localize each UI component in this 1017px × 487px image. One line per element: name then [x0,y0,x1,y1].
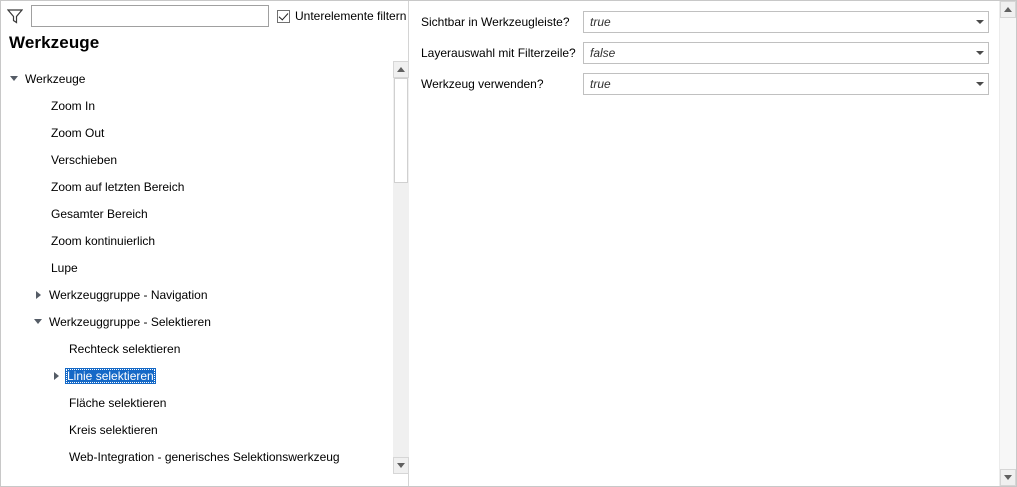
filter-input[interactable] [31,5,269,27]
page-title: Werkzeuge [9,33,100,52]
tool-tree[interactable] [1,61,392,474]
tree-item-label: Zoom In [51,98,96,113]
tree-item-label: Lupe [51,260,78,275]
filter-bar [1,1,408,31]
tree-item-label: Fläche selektieren [69,395,167,410]
property-label-sichtbar-in-werkzeugleiste: Sichtbar in Werkzeugleiste? [421,15,570,29]
tree-item-werkzeuge[interactable] [1,65,392,92]
checkbox-label: Unterelemente filtern [295,9,407,23]
scrollbar-thumb[interactable] [394,78,408,183]
tree-vertical-scrollbar[interactable] [392,61,409,474]
tree-item-label: Rechteck selektieren [69,341,181,356]
tree-item-gesamter-bereich[interactable] [1,200,392,227]
chevron-right-icon[interactable] [31,288,45,302]
scroll-up-button[interactable] [1000,1,1016,18]
dropdown-selected-value: true [590,77,611,91]
tree-item-linie-selektieren[interactable] [1,362,392,389]
tree-item-label: Verschieben [51,152,118,167]
property-pane [409,1,1016,486]
scroll-down-button[interactable] [393,457,409,474]
property-row [421,7,991,37]
chevron-down-icon[interactable] [971,43,988,63]
tree-item-label: Werkzeuggruppe - Navigation [49,287,208,302]
tree-item-zoom-kontinuierlich[interactable] [1,227,392,254]
tree-item-label: Web-Integration - generisches Selektionswerkzeug [69,449,340,464]
tree-item-label: Zoom auf letzten Bereich [51,179,185,194]
dropdown-selected-value: false [590,46,616,60]
scroll-up-arrow-icon [397,67,405,72]
tree-item-label: Zoom Out [51,125,105,140]
tree-item-lupe[interactable] [1,254,392,281]
chevron-down-icon[interactable] [31,315,45,329]
property-vertical-scrollbar[interactable] [999,1,1016,486]
tree-item-rechteck-selektieren[interactable] [1,335,392,362]
tool-tree-pane [1,1,409,486]
tree-item-label: Gesamter Bereich [51,206,148,221]
property-grid [409,1,999,486]
property-value-dropdown-werkzeug-verwenden[interactable] [583,73,989,95]
tree-item-zoom-auf-letzten-bereich[interactable] [1,173,392,200]
scroll-down-button[interactable] [1000,469,1016,486]
tree-item-werkzeuggruppe-selektieren[interactable] [1,308,392,335]
property-row [421,38,991,68]
tree-item-label: Kreis selektieren [69,422,158,437]
property-value-dropdown-layerauswahl-mit-filterzeile[interactable] [583,42,989,64]
chevron-down-icon[interactable] [7,72,21,86]
tree-item-verschieben[interactable] [1,146,392,173]
scroll-up-button[interactable] [393,61,409,78]
tree-item-werkzeuggruppe-navigation[interactable] [1,281,392,308]
tree-item-label: Zoom kontinuierlich [51,233,156,248]
tree-item-label: Werkzeuggruppe - Selektieren [49,314,211,329]
chevron-down-icon[interactable] [971,12,988,32]
scrollbar-track[interactable] [393,78,409,457]
tree-item-kreis-selektieren[interactable] [1,416,392,443]
chevron-down-icon[interactable] [971,74,988,94]
filter-children-checkbox[interactable] [277,9,406,23]
chevron-right-icon[interactable] [49,369,63,383]
tree-item-label: Werkzeuge [25,71,86,86]
property-label-werkzeug-verwenden: Werkzeug verwenden? [421,77,544,91]
property-value-dropdown-sichtbar-in-werkzeugleiste[interactable] [583,11,989,33]
checkbox-box[interactable] [277,10,290,23]
tree-item-zoom-in[interactable] [1,92,392,119]
funnel-icon [5,6,25,26]
tree-item-label-selected: Linie selektieren [67,368,154,383]
property-row [421,69,991,99]
scroll-up-arrow-icon [1004,7,1012,12]
tree-item-web-integration[interactable] [1,443,392,470]
scroll-down-arrow-icon [397,463,405,468]
scroll-down-arrow-icon [1004,475,1012,480]
scrollbar-track[interactable] [1000,18,1016,469]
tree-item-flaeche-selektieren[interactable] [1,389,392,416]
dropdown-selected-value: true [590,15,611,29]
tree-region [1,61,409,474]
tree-item-zoom-out[interactable] [1,119,392,146]
property-label-layerauswahl-mit-filterzeile: Layerauswahl mit Filterzeile? [421,46,576,60]
